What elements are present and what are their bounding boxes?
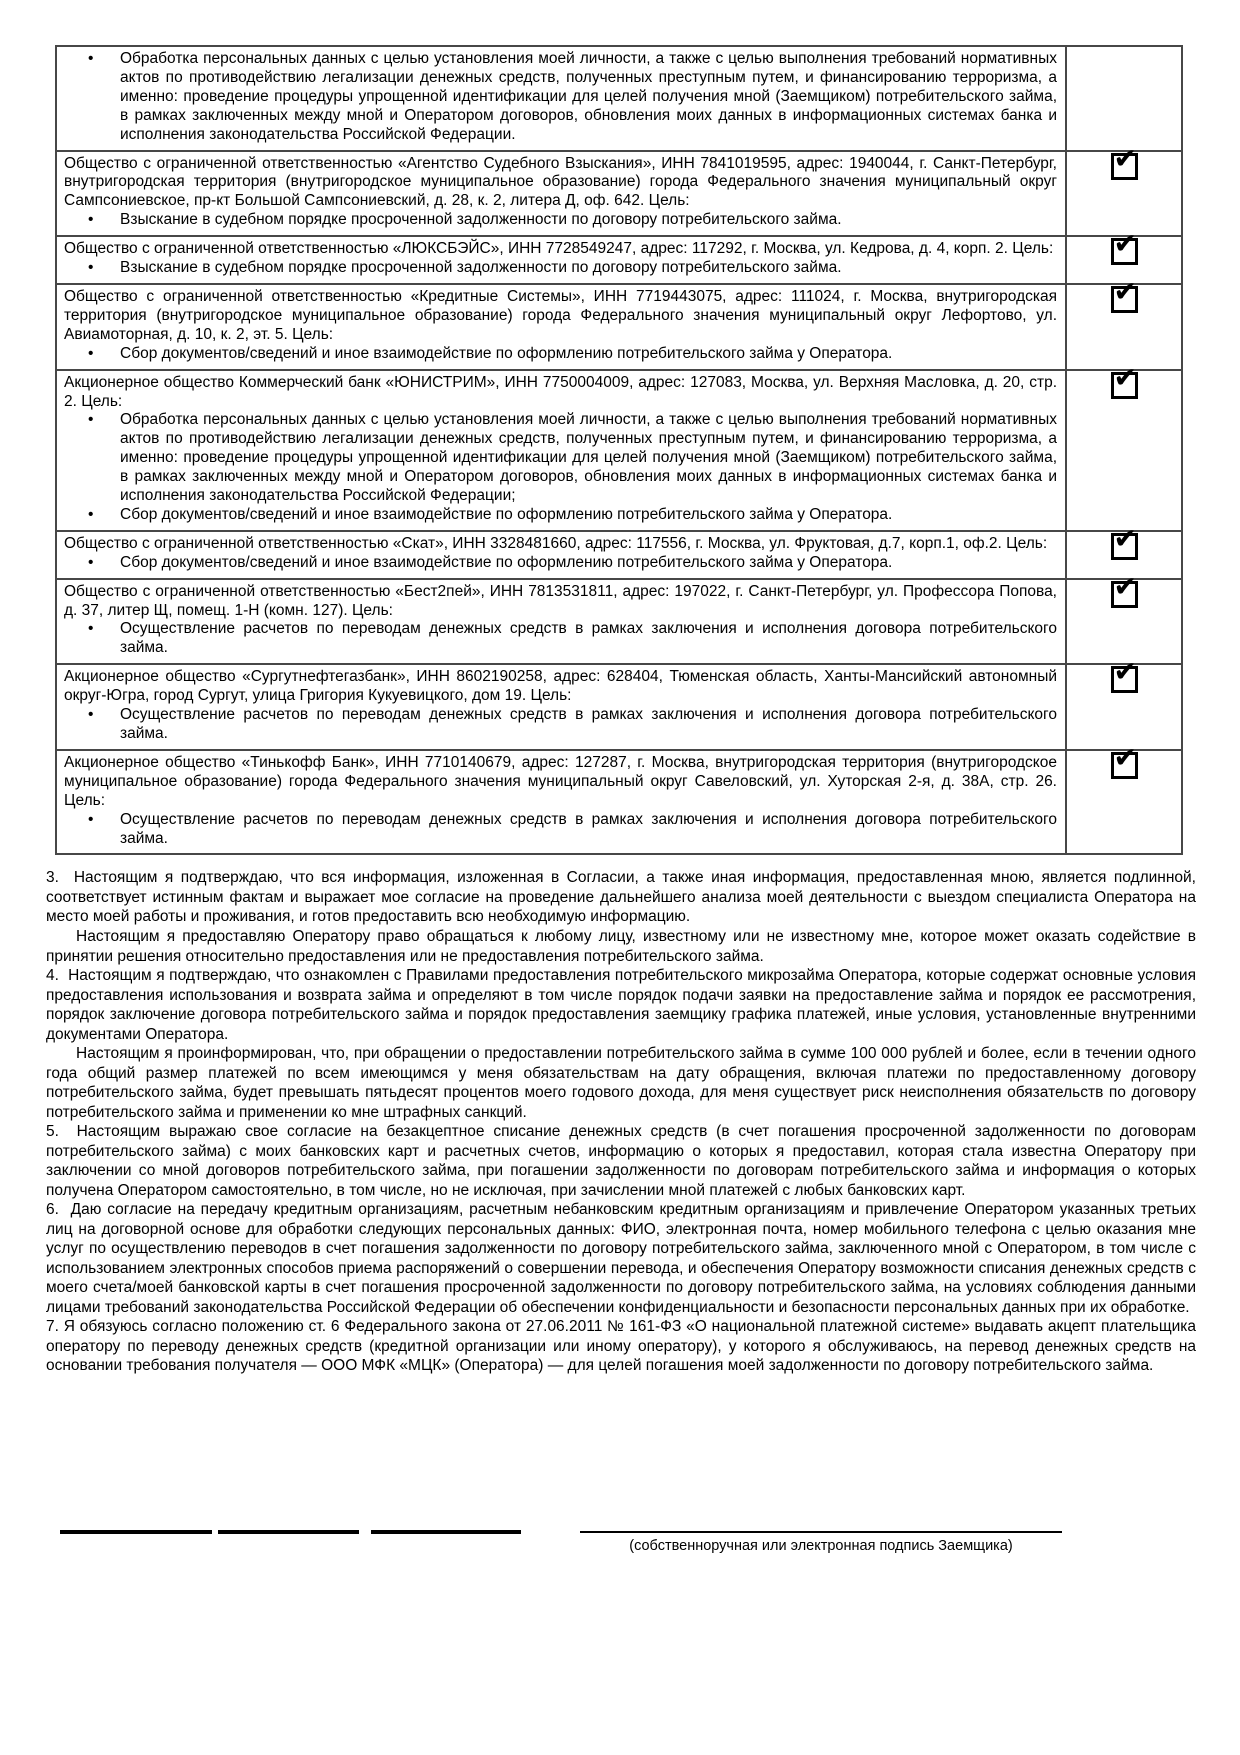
bullet-icon: •: [88, 259, 94, 277]
purpose-bullet-text: Обработка персональных данных с целью установления моей личности, а также с целью выполнения требований нормативных актов по противодействию легализации денежных средств, полученных преступным путем, и финансированию терроризма, а именно: проведение процедуры упрощенной идентификации для целей получения мной (Заемщиком) потребительского займа, в рамках заключенных между мной и Оператором договоров, обновления моих данных в информационных системах банка и исполнения законодательства Российской Федерации;: [120, 411, 1057, 505]
purpose-bullet-item: [64, 345, 1057, 364]
check-mark-icon: ✔: [1113, 521, 1137, 555]
purpose-bullet-item: [64, 706, 1057, 744]
checkbox-checked-icon[interactable]: [1111, 141, 1138, 180]
bullet-icon: •: [88, 810, 94, 828]
checkbox-checked-icon[interactable]: [1111, 227, 1138, 265]
organization-text: Общество с ограниченной ответственностью «Скат», ИНН 3328481660, адрес: 117556, г. Москва, ул. Фруктовая, д.7, корп.1, оф.2. Цель:: [64, 534, 1048, 552]
table-row: [56, 370, 1182, 531]
purpose-bullet-item: [64, 211, 1057, 230]
organization-text: Общество с ограниченной ответственностью «Кредитные Системы», ИНН 7719443075, адрес: 111024, г. Москва, внутригородская территория (внутригородское муниципальное образование) города Федерального значения муниципальный округ Лефортово, ул. Авиамоторная, д. 10, к. 2, эт. 5. Цель:: [64, 287, 1057, 343]
purpose-bullet-text: Осуществление расчетов по переводам денежных средств в рамках заключения и исполнения договора потребительского займа.: [120, 620, 1057, 657]
organization-text: Общество с ограниченной ответственностью «Агентство Судебного Взыскания», ИНН 7841019595, адрес: 1940044, г. Санкт-Петербург, внутригородская территория (внутригородское муниципальное образование) города Федерального значения муниципальный округ Сампсониевское, пр-кт Большой Сампсониевский, д. 28, к. 2, литера Д, оф. 642. Цель:: [64, 154, 1057, 210]
bullet-icon: •: [88, 553, 94, 571]
check-mark-icon: ✔: [1113, 141, 1137, 175]
checkbox-checked-icon[interactable]: [1111, 521, 1138, 560]
consent-text-cell: [56, 579, 1066, 665]
legal-paragraphs-section: [46, 868, 1196, 1375]
organization-text: Акционерное общество Коммерческий банк «ЮНИСТРИМ», ИНН 7750004009, адрес: 127083, Москва, ул. Верхняя Масловка, д. 20, стр. 2. Цель:: [64, 373, 1057, 410]
consent-text-cell: [56, 284, 1066, 370]
check-mark-icon: ✔: [1113, 227, 1137, 261]
check-mark-icon: ✔: [1113, 569, 1137, 603]
legal-paragraph: 3. Настоящим я подтверждаю, что вся информация, изложенная в Согласии, а также иная информация, предоставленная мною, является подлинной, соответствует истинным фактам и выражает мое согласие на проведение дальнейшего анализа моей деятельности с выездом специалиста Оператора на место моей работы и проживания, и готов предоставить всю необходимую информацию.: [46, 869, 1196, 926]
signature-line-2[interactable]: [218, 1530, 359, 1534]
consent-text-cell: [56, 531, 1066, 579]
third-parties-consent-table: [55, 45, 1183, 855]
consent-text-cell: [56, 370, 1066, 531]
consent-text-cell: [56, 664, 1066, 750]
table-row: [56, 531, 1182, 579]
bullet-icon: •: [88, 706, 94, 724]
organization-text: Акционерное общество «Сургутнефтегазбанк», ИНН 8602190258, адрес: 628404, Тюменская область, Ханты-Мансийский автономный округ-Югра, город Сургут, улица Григория Кукуевицкого, дом 19. Цель:: [64, 668, 1057, 705]
signature-line-1[interactable]: [60, 1530, 212, 1534]
organization-text: Общество с ограниченной ответственностью «ЛЮКСБЭЙС», ИНН 7728549247, адрес: 117292, г. Москва, ул. Кедрова, д. 4, корп. 2. Цель:: [64, 240, 1054, 258]
purpose-bullet-item: [64, 411, 1057, 506]
checkbox-cell: [1066, 274, 1182, 370]
consent-text-cell: [56, 46, 1066, 151]
legal-paragraph: 4. Настоящим я подтверждаю, что ознакомлен с Правилами предоставления потребительского микрозайма Оператора, которые содержат основные условия предоставления использования и возврата займа и определяют в том числе порядок подачи заявки на предоставление займа и порядок ее рассмотрения, порядок заключение договора потребительского займа и порядок предоставления заемщику графика платежей, иные условия, установленные внутренними документами Оператора.: [46, 967, 1196, 1043]
legal-paragraph: 5. Настоящим выражаю свое согласие на безакцептное списание денежных средств (в счет погашения просроченной задолженности по договорам потребительского займа) с моих банковских карт и расчетных счетов, информацию о которых я предоставил, которая стала известна Оператору при заключении со мной договоров потребительского займа, при погашении задолженности по договорам потребительского займа и информация о которых получена Оператором самостоятельно, в том числе, но не исключая, при зачислении мной платежей с любых банковских карт.: [46, 1123, 1196, 1199]
organization-text: Акционерное общество «Тинькофф Банк», ИНН 7710140679, адрес: 127287, г. Москва, внутригородская территория (внутригородское муниципальное образование) города Федерального значения муниципальный округ Савеловский, ул. Хуторская 2-я, д. 38А, стр. 26. Цель:: [64, 753, 1057, 809]
purpose-bullet-item: [64, 811, 1057, 849]
table-row: [56, 750, 1182, 855]
bullet-icon: •: [88, 411, 94, 429]
checkbox-checked-icon[interactable]: [1111, 569, 1138, 608]
bullet-icon: •: [88, 620, 94, 638]
check-mark-icon: ✔: [1113, 360, 1137, 394]
signature-line-3[interactable]: [371, 1530, 521, 1534]
checkbox-cell: [1066, 740, 1182, 855]
bullet-icon: •: [88, 50, 94, 67]
purpose-bullet-text: Осуществление расчетов по переводам денежных средств в рамках заключения и исполнения договора потребительского займа.: [120, 706, 1057, 742]
bullet-icon: •: [88, 505, 94, 523]
consent-text-cell: [56, 151, 1066, 237]
checkbox-cell: [1066, 360, 1182, 531]
legal-paragraph: 7. Я обязуюсь согласно положению ст. 6 Федерального закона от 27.06.2011 № 161-ФЗ «О национальной платежной системе» выдавать акцепт плательщика оператору по переводу денежных средств (кредитной организации или иному оператору), у которого я обслуживаюсь, на перевод денежных средств на основании требования получателя — ООО МФК «МЦК» (Оператора) — для целей погашения моей задолженности по договору потребительского займа.: [46, 1318, 1196, 1375]
legal-paragraph: 6. Даю согласие на передачу кредитным организациям, расчетным небанковским кредитным организациям и привлечение Оператором указанных третьих лиц на договорной основе для обработки следующих персональных данных: ФИО, электронная почта, номер мобильного телефона с целью оказания мне услуг по осуществлению переводов в счет погашения задолженности по договору потребительского займа, заключенного мной с Оператором, в том числе с использованием электронных способов приема распоряжений о совершении перевода, и обеспечения Оператору возможности списания денежных средств с моего счета/моей банковской карты в счет погашения просроченной задолженности по договору потребительского займа, на условиях соблюдения данными лицами требований законодательства Российской Федерации об обеспечении конфиденциальности и безопасности персональных данных при их обработке.: [46, 1201, 1196, 1316]
table-row: [56, 46, 1182, 151]
checkbox-cell: [1066, 141, 1182, 237]
purpose-bullet-text: Сбор документов/сведений и иное взаимодействие по оформлению потребительского займа у Оператора.: [120, 505, 893, 523]
checkbox-checked-icon[interactable]: [1111, 274, 1138, 313]
purpose-bullet-item: [64, 620, 1057, 658]
bullet-icon: •: [88, 344, 94, 362]
checkbox-cell: [1066, 655, 1182, 750]
checkbox-checked-icon[interactable]: [1111, 655, 1138, 693]
purpose-bullet-item: [64, 50, 1057, 145]
signature-line-main[interactable]: [580, 1531, 1062, 1533]
legal-paragraph: Настоящим я предоставляю Оператору право обращаться к любому лицу, известному или не известному мне, которое может оказать содействие в принятии решения относительно предоставления или не предоставления потребительского займа.: [46, 927, 1196, 965]
checkbox-checked-icon[interactable]: [1111, 740, 1138, 779]
checkbox-cell: [1066, 46, 1182, 151]
purpose-bullet-text: Сбор документов/сведений и иное взаимодействие по оформлению потребительского займа у Оператора.: [120, 553, 893, 571]
consent-text-cell: [56, 750, 1066, 855]
check-mark-icon: ✔: [1113, 274, 1137, 308]
purpose-bullet-item: [64, 259, 1057, 278]
table-row: [56, 579, 1182, 665]
organization-text: Общество с ограниченной ответственностью «Бест2пей», ИНН 7813531811, адрес: 197022, г. Санкт-Петербург, ул. Профессора Попова, д. 37, литер Щ, помещ. 1-Н (комн. 127). Цель:: [64, 582, 1057, 619]
check-mark-icon: ✔: [1113, 655, 1137, 689]
purpose-bullet-text: Сбор документов/сведений и иное взаимодействие по оформлению потребительского займа у Оператора.: [120, 344, 893, 362]
table-row: [56, 151, 1182, 237]
checkbox-cell: [1066, 569, 1182, 665]
purpose-bullet-text: Взыскание в судебном порядке просроченной задолженности по договору потребительского займа.: [120, 211, 842, 229]
checkbox-checked-icon[interactable]: [1111, 360, 1138, 399]
table-row: [56, 284, 1182, 370]
table-row: [56, 664, 1182, 750]
signature-caption: (собственноручная или электронная подпись Заемщика): [629, 1538, 1013, 1554]
purpose-bullet-item: [64, 506, 1057, 525]
legal-paragraph: Настоящим я проинформирован, что, при обращении о предоставлении потребительского займа в сумме 100 000 рублей и более, если в течении одного года общий размер платежей по всем имеющимся у меня обязательствам на дату обращения, включая платежи по предоставленному договору потребительского займа, будет превышать пятьдесят процентов моего годового дохода, для меня существует риск неисполнения обязательств по договору потребительского займа и применении ко мне штрафных санкций.: [46, 1045, 1196, 1121]
bullet-icon: •: [88, 211, 94, 229]
consent-text-cell: [56, 236, 1066, 284]
purpose-bullet-text: Взыскание в судебном порядке просроченной задолженности по договору потребительского займа.: [120, 259, 842, 277]
check-mark-icon: ✔: [1113, 740, 1137, 774]
purpose-bullet-text: Осуществление расчетов по переводам денежных средств в рамках заключения и исполнения договора потребительского займа.: [120, 810, 1057, 847]
purpose-bullet-item: [64, 554, 1057, 573]
table-row: [56, 236, 1182, 284]
purpose-bullet-text: Обработка персональных данных с целью установления моей личности, а также с целью выполнения требований нормативных актов по противодействию легализации денежных средств, полученных преступным путем, и финансированию терроризма, а именно: проведение процедуры упрощенной идентификации для целей получения мной (Заемщиком) потребительского займа, в рамках заключенных между мной и Оператором договоров, обновления моих данных в информационных системах банка и исполнения законодательства Российской Федерации.: [120, 50, 1057, 143]
